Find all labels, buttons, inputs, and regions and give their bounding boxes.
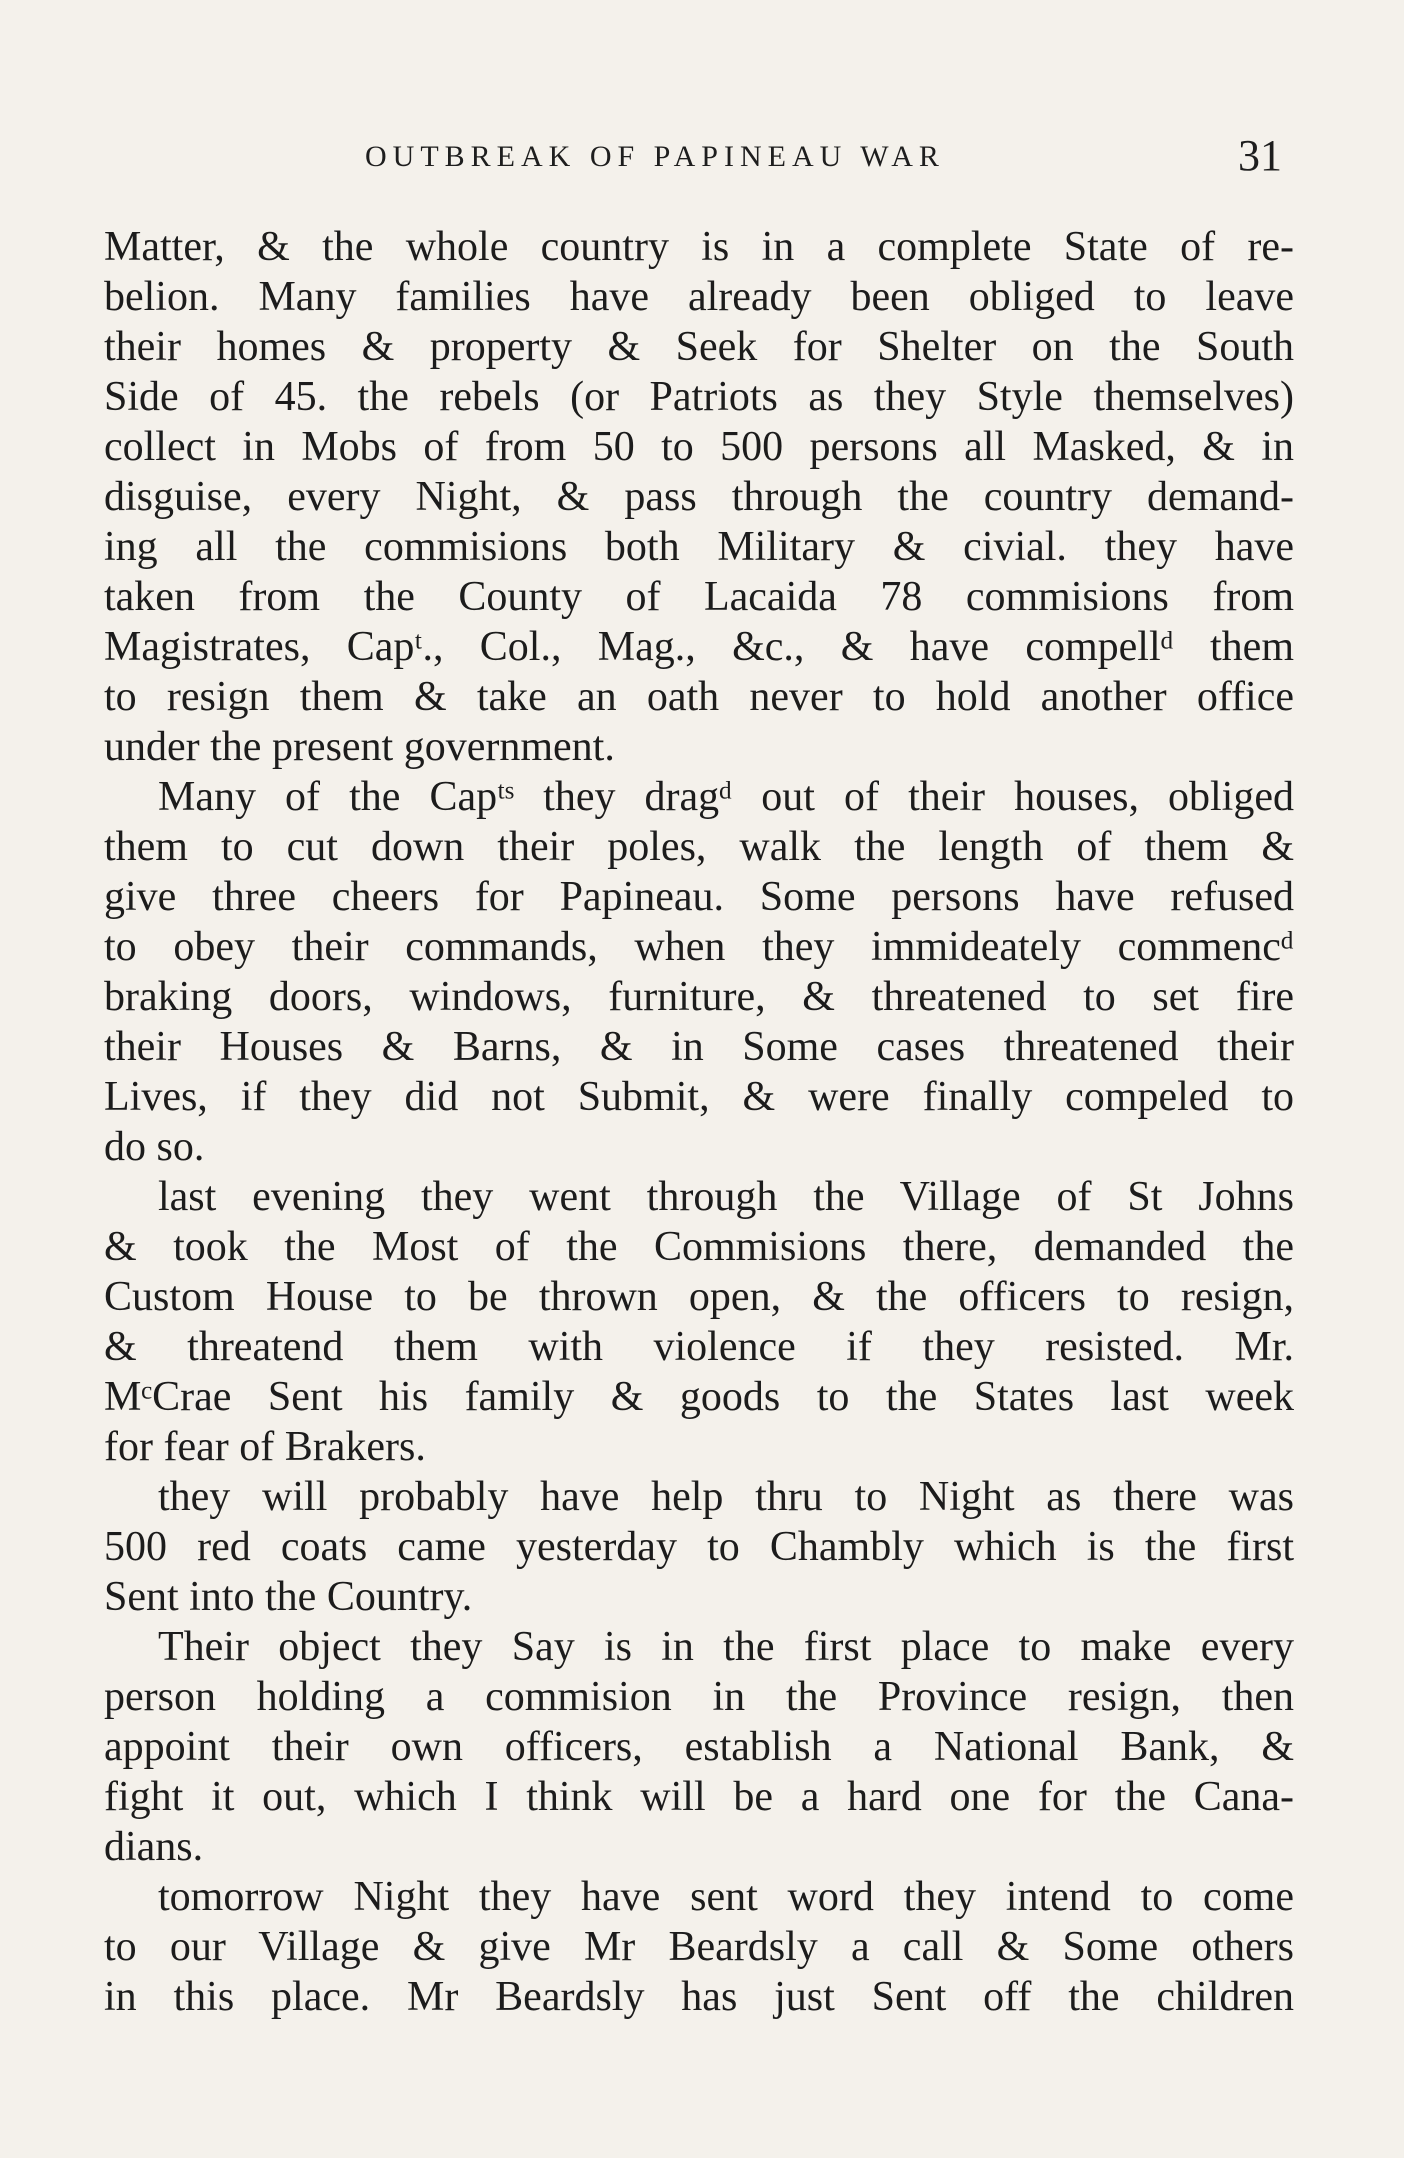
page-header [0,128,1404,188]
text-line: Matter, & the whole country is in a complete State of re- [104,224,1294,270]
text-line: ing all the commisions both Military & civial. they have [104,524,1294,570]
text-line: person holding a commision in the Province resign, then [104,1674,1294,1720]
text-line: to our Village & give Mr Beardsly a call & Some others [104,1924,1294,1970]
text-line: dians. [104,1824,204,1870]
text-line: 500 red coats came yesterday to Chambly which is the first [104,1524,1294,1570]
text-line: to obey their commands, when they immideately commencᵈ [104,924,1294,970]
text-line: to resign them & take an oath never to hold another office [104,674,1294,720]
text-line: their Houses & Barns, & in Some cases threatened their [104,1024,1294,1070]
text-line: MᶜCrae Sent his family & goods to the States last week [104,1374,1294,1420]
running-head: OUTBREAK OF PAPINEAU WAR [365,140,945,173]
text-line: & took the Most of the Commisions there, demanded the [104,1224,1294,1270]
text-line: belion. Many families have already been obliged to leave [104,274,1294,320]
text-line: for fear of Brakers. [104,1424,426,1470]
text-line: Their object they Say is in the first place to make every [158,1624,1294,1670]
text-line: & threatend them with violence if they resisted. Mr. [104,1324,1294,1370]
text-line: in this place. Mr Beardsly has just Sent off the children [104,1974,1294,2020]
text-line: appoint their own officers, establish a National Bank, & [104,1724,1294,1770]
text-line: last evening they went through the Village of St Johns [158,1174,1294,1220]
text-line: under the present government. [104,724,615,770]
text-line: braking doors, windows, furniture, & threatened to set fire [104,974,1294,1020]
text-line: taken from the County of Lacaida 78 commisions from [104,574,1294,620]
text-line: Magistrates, Capᵗ., Col., Mag., &c., & have compellᵈ them [104,624,1294,670]
text-line: give three cheers for Papineau. Some persons have refused [104,874,1294,920]
text-line: tomorrow Night they have sent word they intend to come [158,1874,1294,1920]
body-text [104,222,1294,2022]
text-line: disguise, every Night, & pass through the country demand- [104,474,1294,520]
text-line: Side of 45. the rebels (or Patriots as they Style themselves) [104,374,1294,420]
text-line: them to cut down their poles, walk the length of them & [104,824,1294,870]
page-number: 31 [1238,131,1282,180]
text-line: Custom House to be thrown open, & the officers to resign, [104,1274,1294,1320]
text-line: their homes & property & Seek for Shelter on the South [104,324,1294,370]
text-line: collect in Mobs of from 50 to 500 persons all Masked, & in [104,424,1294,470]
text-line: do so. [104,1124,205,1170]
text-line: Sent into the Country. [104,1574,473,1620]
text-line: Lives, if they did not Submit, & were finally compeled to [104,1074,1294,1120]
text-line: Many of the Capᵗˢ they dragᵈ out of their houses, obliged [158,774,1294,820]
text-line: they will probably have help thru to Night as there was [158,1474,1294,1520]
text-line: fight it out, which I think will be a hard one for the Cana- [104,1774,1294,1820]
